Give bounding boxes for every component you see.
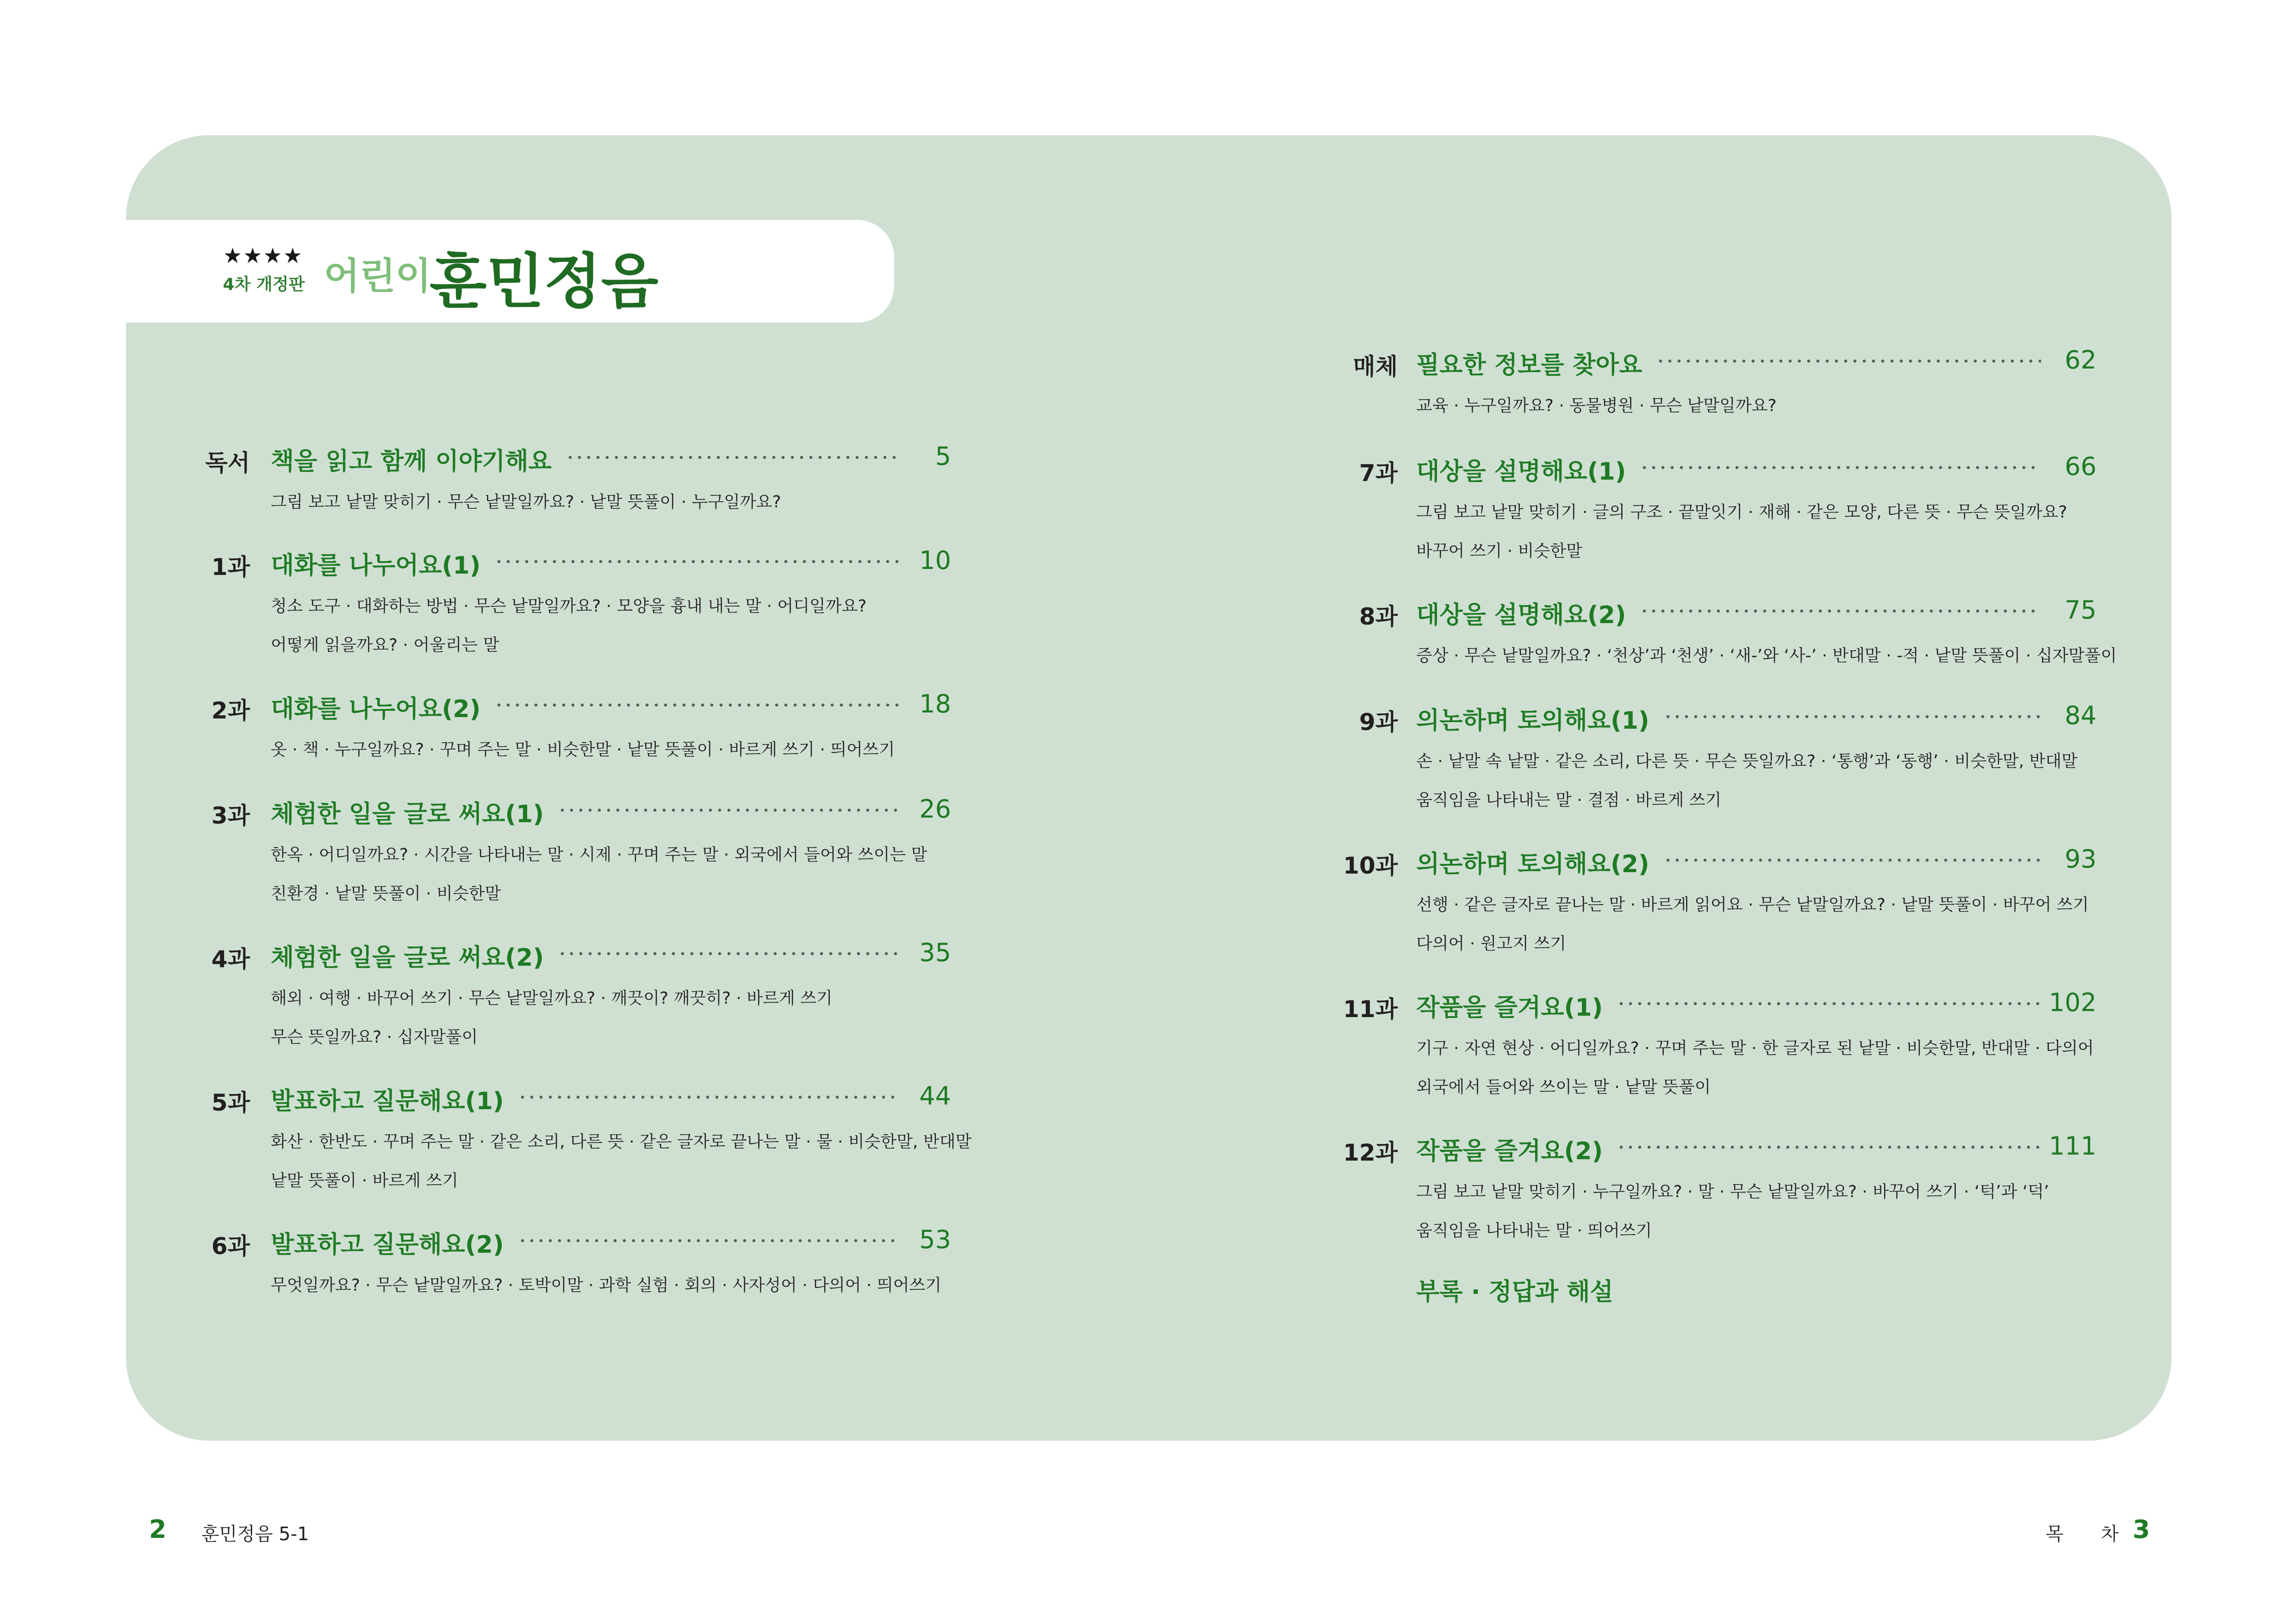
toc-page-number: 18: [919, 689, 951, 718]
toc-entry-topics: 다의어 · 원고지 쓰기: [1416, 934, 1566, 953]
toc-entry-title: 대상을 설명해요(1): [1416, 458, 1626, 486]
toc-entry-topics: 해외 · 여행 · 바꾸어 쓰기 · 무슨 낱말일까요? · 깨끗이? 깨끗히? · 바르게 쓰기: [271, 989, 833, 1008]
toc-lesson-label: 3과: [211, 802, 250, 829]
toc-entry-topics: 선행 · 같은 글자로 끝나는 말 · 바르게 읽어요 · 무슨 낱말일까요? · 낱말 뜻풀이 · 바꾸어 쓰기: [1416, 895, 2089, 914]
toc-page-number: 10: [919, 546, 951, 575]
toc-page-number: 75: [2065, 595, 2097, 625]
toc-entry-title: 작품을 즐겨요(1): [1416, 994, 1603, 1022]
toc-entry-topics: 움직임을 나타내는 말 · 결점 · 바르게 쓰기: [1416, 791, 1722, 810]
toc-entry-title: 발표하고 질문해요(1): [271, 1087, 504, 1115]
toc-entry-title: 작품을 즐겨요(2): [1416, 1137, 1603, 1165]
toc-lesson-label: 2과: [211, 697, 250, 724]
toc-entry-topics: 그림 보고 낱말 맞히기 · 누구일까요? · 말 · 무슨 낱말일까요? · 바꾸어 쓰기 · ‘턱’과 ‘덕’: [1416, 1182, 2049, 1201]
toc-dot-leader: [1617, 1001, 2041, 1006]
toc-entry-title: 필요한 정보를 찾아요: [1416, 351, 1643, 379]
toc-dot-leader: [1640, 465, 2041, 470]
toc-dot-leader: [558, 951, 900, 956]
toc-entry-title: 발표하고 질문해요(2): [271, 1231, 504, 1259]
toc-entry-title: 의논하며 토의해요(1): [1416, 707, 1649, 735]
toc-lesson-label: 5과: [211, 1089, 250, 1116]
toc-entry-title: 체험한 일을 글로 써요(2): [271, 944, 544, 972]
toc-dot-leader: [1640, 608, 2041, 614]
toc-entry-topics: 증상 · 무슨 낱말일까요? · ‘천상’과 ‘천생’ · ‘새-’와 ‘사-’ · 반대말 · -적 · 낱말 뜻풀이 · 십자말풀이: [1416, 646, 2117, 665]
toc-entry-topics: 청소 도구 · 대화하는 방법 · 무슨 낱말일까요? · 모양을 흉내 내는 말 · 어디일까요?: [271, 597, 867, 616]
toc-entry-topics: 어떻게 읽을까요? · 어울리는 말: [271, 636, 499, 655]
toc-lesson-label: 8과: [1359, 603, 1398, 630]
toc-entry-topics: 친환경 · 낱말 뜻풀이 · 비슷한말: [271, 884, 501, 903]
toc-lesson-label: 1과: [211, 554, 250, 581]
footer-right-title: 목 차: [2046, 1524, 2134, 1545]
toc-page-number: 53: [919, 1225, 951, 1254]
footer-right-page-number: 3: [2133, 1515, 2150, 1544]
toc-entry-title: 대상을 설명해요(2): [1416, 601, 1626, 629]
toc-entry-topics: 외국에서 들어와 쓰이는 말 · 낱말 뜻풀이: [1416, 1078, 1711, 1097]
toc-dot-leader: [1656, 358, 2041, 364]
toc-dot-leader: [518, 1238, 900, 1243]
toc-lesson-label: 6과: [211, 1233, 250, 1260]
toc-lesson-label: 10과: [1343, 852, 1398, 879]
toc-entry-topics: 바꾸어 쓰기 · 비슷한말: [1416, 542, 1582, 561]
toc-entry-topics: 낱말 뜻풀이 · 바르게 쓰기: [271, 1171, 458, 1190]
toc-entry-topics: 화산 · 한반도 · 꾸며 주는 말 · 같은 소리, 다른 뜻 · 같은 글자로 끝나는 말 · 물 · 비슷한말, 반대말: [271, 1132, 972, 1151]
toc-dot-leader: [1663, 714, 2041, 719]
toc-lesson-label: 7과: [1359, 460, 1398, 487]
toc-lesson-label: 매체: [1353, 353, 1398, 380]
toc-dot-leader: [1663, 857, 2041, 863]
toc-page-number: 5: [935, 442, 951, 471]
edition-label: 4차 개정판: [223, 275, 305, 294]
toc-entry-title: 대화를 나누어요(1): [271, 552, 481, 580]
toc-page-number: 44: [919, 1081, 951, 1111]
toc-lesson-label: 독서: [205, 450, 250, 476]
toc-page-number: 35: [919, 938, 951, 967]
toc-entry-title: 대화를 나누어요(2): [271, 695, 481, 723]
toc-entry-title: 의논하며 토의해요(2): [1416, 850, 1649, 878]
toc-dot-leader: [566, 455, 900, 460]
toc-lesson-label: 9과: [1359, 709, 1398, 736]
toc-dot-leader: [518, 1094, 900, 1100]
toc-entry-topics: 움직임을 나타내는 말 · 띄어쓰기: [1416, 1221, 1652, 1240]
toc-entry-topics: 손 · 낱말 속 낱말 · 같은 소리, 다른 뜻 · 무슨 뜻일까요? · ‘통행’과 ‘동행’ · 비슷한말, 반대말: [1416, 752, 2078, 771]
toc-entry-topics: 그림 보고 낱말 맞히기 · 글의 구조 · 끝말잇기 · 재해 · 같은 모양, 다른 뜻 · 무슨 뜻일까요?: [1416, 503, 2067, 522]
toc-entry-topics: 그림 보고 낱말 맞히기 · 무슨 낱말일까요? · 낱말 뜻풀이 · 누구일까요?: [271, 493, 781, 512]
toc-entry-topics: 옷 · 책 · 누구일까요? · 꾸며 주는 말 · 비슷한말 · 낱말 뜻풀이 · 바르게 쓰기 · 띄어쓰기: [271, 740, 895, 759]
toc-lesson-label: 12과: [1343, 1139, 1398, 1166]
toc-page-number: 111: [2048, 1131, 2097, 1161]
toc-entry-topics: 기구 · 자연 현상 · 어디일까요? · 꾸며 주는 말 · 한 글자로 된 낱말 · 비슷한말, 반대말 · 다의어: [1416, 1039, 2094, 1058]
toc-page-number: 102: [2048, 988, 2097, 1017]
toc-page-number: 62: [2065, 345, 2097, 375]
footer-left-title: 훈민정음 5-1: [201, 1524, 309, 1545]
toc-dot-leader: [1617, 1144, 2041, 1150]
toc-dot-leader: [494, 702, 900, 708]
toc-entry-topics: 교육 · 누구일까요? · 동물병원 · 무슨 낱말일까요?: [1416, 396, 1777, 415]
toc-page-number: 84: [2065, 701, 2097, 730]
toc-page-number: 93: [2065, 844, 2097, 874]
toc-entry-title: 체험한 일을 글로 써요(1): [271, 800, 544, 828]
toc-entry-topics: 무슨 뜻일까요? · 십자말풀이: [271, 1028, 478, 1047]
toc-entry-title: 책을 읽고 함께 이야기해요: [271, 448, 552, 475]
toc-entry-topics: 무엇일까요? · 무슨 낱말일까요? · 토박이말 · 과학 실험 · 회의 · 사자성어 · 다의어 · 띄어쓰기: [271, 1276, 942, 1295]
toc-dot-leader: [494, 559, 900, 564]
toc-entry-topics: 한옥 · 어디일까요? · 시간을 나타내는 말 · 시제 · 꾸며 주는 말 · 외국에서 들어와 쓰이는 말: [271, 845, 927, 864]
toc-lesson-label: 4과: [211, 946, 250, 973]
toc-dot-leader: [558, 807, 900, 813]
toc-page-number: 26: [919, 794, 951, 824]
series-label: 어린이: [324, 255, 431, 298]
toc-page-number: 66: [2065, 452, 2097, 481]
brand-title: 훈민정음: [429, 247, 659, 316]
rating-stars: ★★★★: [223, 243, 303, 268]
toc-lesson-label: 11과: [1343, 996, 1398, 1023]
appendix-entry: 부록 · 정답과 해설: [1416, 1278, 1613, 1306]
footer-left-page-number: 2: [149, 1515, 167, 1544]
